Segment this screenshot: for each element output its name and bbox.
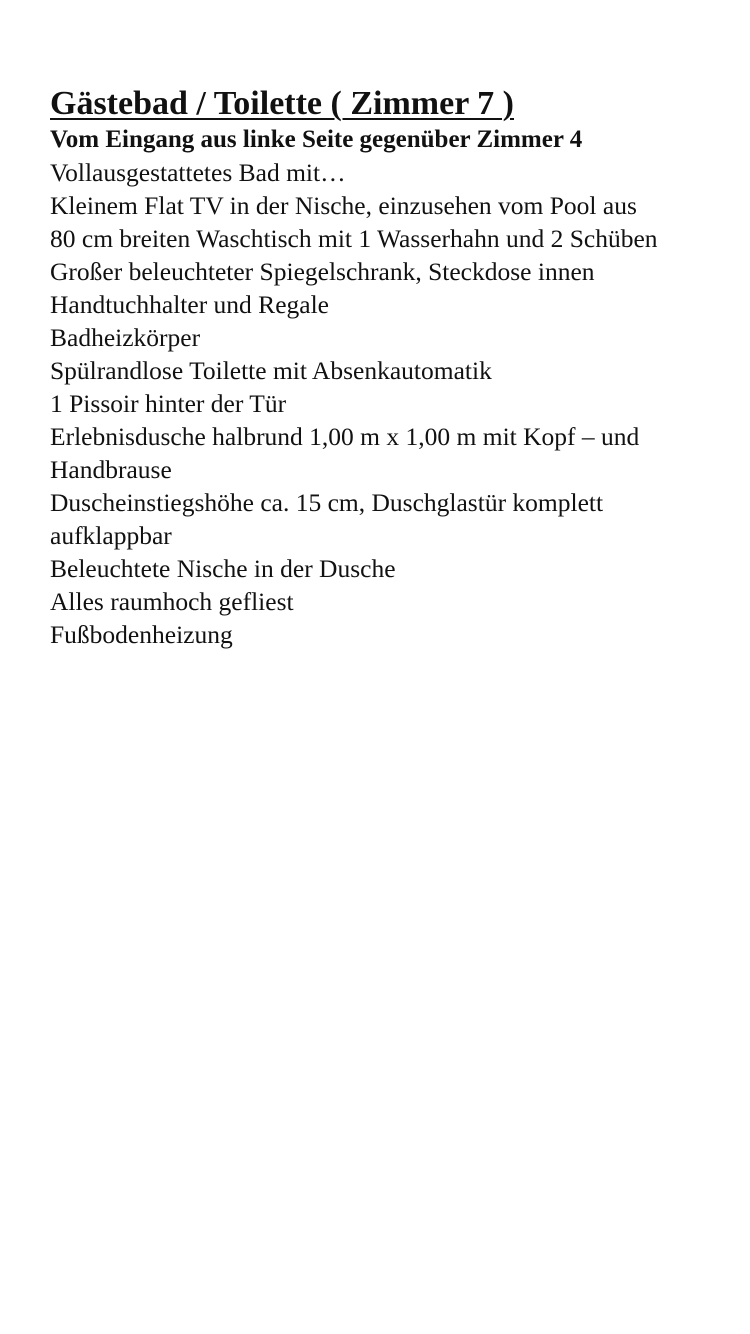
text-line: Fußbodenheizung [50,620,233,649]
text-line: Vollausgestattetes Bad mit… [50,158,346,187]
document [50,84,740,651]
document-subtitle: Vom Eingang aus linke Seite gegenüber Zimmer 4 [50,126,583,153]
text-line: Spülrandlose Toilette mit Absenkautomatik [50,356,492,385]
text-line: 80 cm breiten Waschtisch mit 1 Wasserhahn und 2 Schüben [50,224,658,253]
text-line: Duscheinstiegshöhe ca. 15 cm, Duschglastür komplett [50,488,604,517]
text-line: Beleuchtete Nische in der Dusche [50,554,396,583]
text-line: 1 Pissoir hinter der Tür [50,389,287,418]
text-line: Alles raumhoch gefliest [50,587,294,616]
text-line: Handbrause [50,455,172,484]
text-line: Kleinem Flat TV in der Nische, einzusehen vom Pool aus [50,191,637,220]
text-line: Handtuchhalter und Regale [50,290,329,319]
document-title: Gästebad / Toilette ( Zimmer 7 ) [50,85,514,122]
feature-list [50,156,740,651]
text-line: Badheizkörper [50,323,201,352]
text-line: aufklappbar [50,521,172,550]
text-line: Erlebnisdusche halbrund 1,00 m x 1,00 m mit Kopf – und [50,422,640,451]
text-line: Großer beleuchteter Spiegelschrank, Steckdose innen [50,257,595,286]
